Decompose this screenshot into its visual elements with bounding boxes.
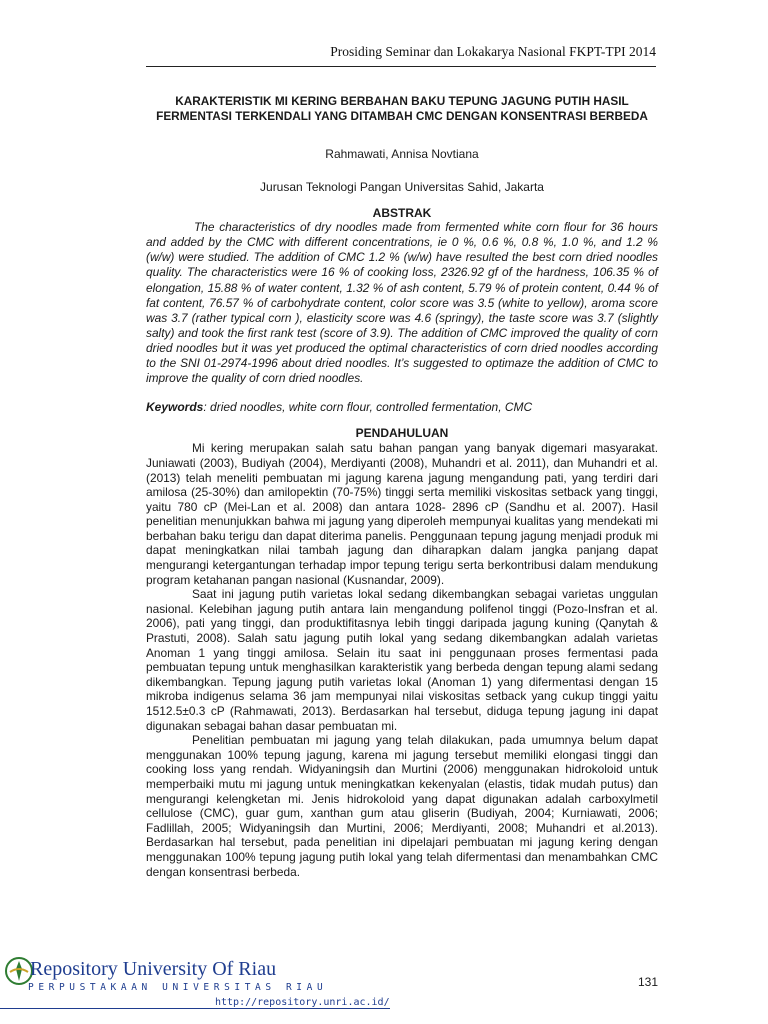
- keywords-text: : dried noodles, white corn flour, controlled fermentation, CMC: [203, 400, 533, 415]
- repository-url-link[interactable]: http://repository.unri.ac.id/: [215, 997, 390, 1008]
- paper-title: KARAKTERISTIK MI KERING BERBAHAN BAKU TEPUNG JAGUNG PUTIH HASIL FERMENTASI TERKENDALI YANG DITAMBAH CMC DENGAN KONSENTRASI BERBEDA: [156, 94, 648, 123]
- intro-paragraph-1: Mi kering merupakan salah satu bahan pangan yang banyak digemari masyarakat. Juniawati (2003), Budiyah (2004), Merdiyanti (2008), Muhandri et al. 2011), dan Muhandri et al. (2013) telah meneliti pembuatan mi jagung karena jagung mengandung pati, yang terdiri dari amilosa (25-30%) dan amilopektin (70-75%) tinggi serta memiliki viskositas setback yang tinggi, yaitu 780 cP (Mei-Lan et al. 2008) dan antara 1028- 2896 cP (Sandhu et al. 2007). Hasil penelitian menunjukkan bahwa mi jagung yang diperoleh mempunyai kualitas yang mendekati mi berbahan baku terigu dan dapat diterima panelis. Penggunaan tepung jagung menjadi produk mi dapat meningkatkan nilai tambah jagung dan diharapkan dalam jangka panjang dapat mengurangi ketergantungan terhadap impor tepung terigu serta berkontribusi dalam mendukung program ketahanan pangan nasional (Kusnandar, 2009).: [146, 441, 658, 587]
- keywords-label: Keywords: [146, 400, 204, 415]
- repository-name: Repository University Of Riau: [30, 958, 277, 980]
- intro-paragraph-3: Penelitian pembuatan mi jagung yang telah dilakukan, pada umumnya belum dapat menggunakan 100% tepung jagung, karena mi jagung tersebut memiliki elongasi tinggi dan cooking loss yang rendah. Widyaningsih dan Murtini (2006) menggunakan hidrokoloid untuk memperbaiki mutu mi jagung untuk meningkatkan kekenyalan (elastis, tidak mudah putus) dan mengurangi kelengketan mi. Jenis hidrokoloid yang dapat digunakan adalah carboxylmetil cellulose (CMC), guar gum, xanthan gum atau gliserin (Budiyah, 2004; Kurniawati, 2006; Fadlillah, 2005; Widyaningsih dan Murtini, 2006; Merdiyanti, 2008; Muhandri et al.2013). Berdasarkan hal tersebut, pada penelitian ini dipelajari pembuatan mi jagung kering dengan menggunakan 100% tepung jagung putih lokal yang telah difermentasi dan menambahkan CMC dengan konsentrasi berbeda.: [146, 733, 658, 879]
- abstract-text: The characteristics of dry noodles made from fermented white corn flour for 36 hours and added by the CMC with different concentrations, ie 0 %, 0.6 %, 0.8 %, 1.0 %, and 1.2 % (w/w) were studied. The addition of CMC 1.2 % (w/w) have resulted the best corn dried noodles quality. The characteristics were 16 % of cooking loss, 2326.92 gf of the hardness, 106.35 % of elongation, 15.88 % of water content, 1.32 % of ash content, 5.79 % of protein content, 0.44 % of fat content, 76.57 % of carbohydrate content, color score was 3.5 (white to yellow), aroma score was 3.7 (rather typical corn ), elasticity score was 4.6 (springy), the taste score was 3.7 (slightly salty) and took the first rank test (score of 3.9). The addition of CMC improved the quality of corn dried noodles but it was yet produced the optimal characteristics of corn dried noodles according to the SNI 01-2974-1996 about dried noodles. It’s suggested to optimaze the addition of CMC to improve the quality of corn dried noodles.: [146, 220, 658, 386]
- page-number: 131: [638, 975, 659, 989]
- page-content: [146, 94, 658, 879]
- intro-heading: PENDAHULUAN: [355, 426, 449, 441]
- abstract-heading: ABSTRAK: [372, 206, 432, 221]
- header-rule: [146, 66, 656, 67]
- keywords: [146, 399, 658, 415]
- running-header: Prosiding Seminar dan Lokakarya Nasional FKPT-TPI 2014: [330, 44, 656, 59]
- intro-paragraph-2: Saat ini jagung putih varietas lokal sedang dikembangkan sebagai varietas unggulan nasional. Kelebihan jagung putih antara lain mengandung polifenol tinggi (Pozo-Insfran et al. 2006), pati yang tinggi, dan produktifitasnya lebih tinggi daripada jagung kuning (Qanytah & Prastuti, 2008). Salah satu jagung putih lokal yang sedang dikembangkan adalah varietas Anoman 1 yang tinggi amilosa. Selain itu saat ini penggunaan proses fermentasi pada pembuatan tepung untuk menghasilkan karakteristik yang berbeda dengan tepung alami sedang dikembangkan. Tepung jagung putih varietas lokal (Anoman 1) yang difermentasi dengan 15 mikroba indigenus selama 36 jam mempunyai nilai viskositas setback yang cukup tinggi yaitu 1512.5±0.3 cP (Rahmawati, 2013). Berdasarkan hal tersebut, diduga tepung jagung ini dapat digunakan sebagai bahan dasar pembuatan mi.: [146, 587, 658, 733]
- paper-affiliation: Jurusan Teknologi Pangan Universitas Sahid, Jakarta: [260, 180, 544, 195]
- footer-rule: [0, 1008, 380, 1009]
- paper-authors: Rahmawati, Annisa Novtiana: [325, 147, 479, 161]
- repository-subtitle: PERPUSTAKAAN UNIVERSITAS RIAU: [28, 982, 328, 993]
